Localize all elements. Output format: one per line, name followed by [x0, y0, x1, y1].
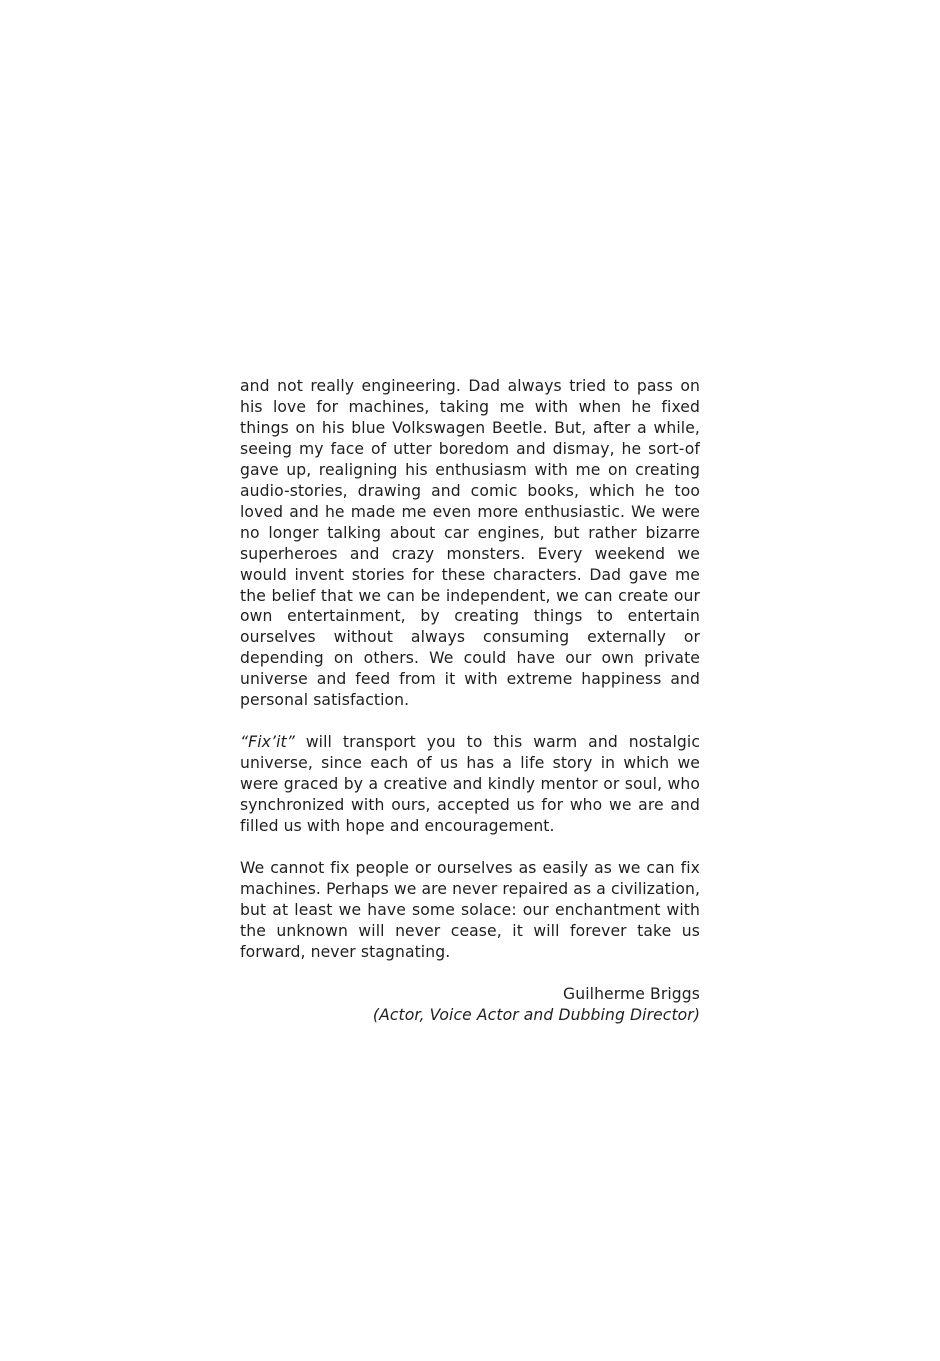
- author-name: Guilherme Briggs: [563, 984, 700, 1003]
- work-title: “Fix’it”: [240, 733, 295, 752]
- paragraph-2-text: will transport you to this warm and nostalgic universe, since each of us has a life story in which we were graced by a creative and kindly mentor or soul, who synchronized with ours, accepted us for who we are and filled us with hope and encouragement.: [240, 733, 700, 835]
- paragraph-1: and not really engineering. Dad always tried to pass on his love for machines, taking me with when he fixed things on his blue Volkswagen Beetle. But, after a while, seeing my face of utter boredom and dismay, he sort-of gave up, realigning his enthusiasm with me on creating audio-stories, drawing and comic books, which he too loved and he made me even more enthusiastic. We were no longer talking about car engines, but rather bizarre superheroes and crazy monsters. Every weekend we would invent stories for these characters. Dad gave me the belief that we can be independent, we can create our own entertainment, by creating things to entertain ourselves without always consuming externally or depending on others. We could have our own private universe and feed from it with extreme happiness and personal satisfaction.: [240, 377, 700, 710]
- paragraph-2: [240, 732, 700, 837]
- paragraph-3: We cannot fix people or ourselves as easily as we can fix machines. Perhaps we are never repaired as a civilization, but at least we have some solace: our enchantment with the unknown will never cease, it will forever take us forward, never stagnating.: [240, 858, 700, 961]
- signature: [240, 984, 700, 1026]
- body-text: [240, 376, 700, 1026]
- author-role: (Actor, Voice Actor and Dubbing Director): [372, 1005, 700, 1024]
